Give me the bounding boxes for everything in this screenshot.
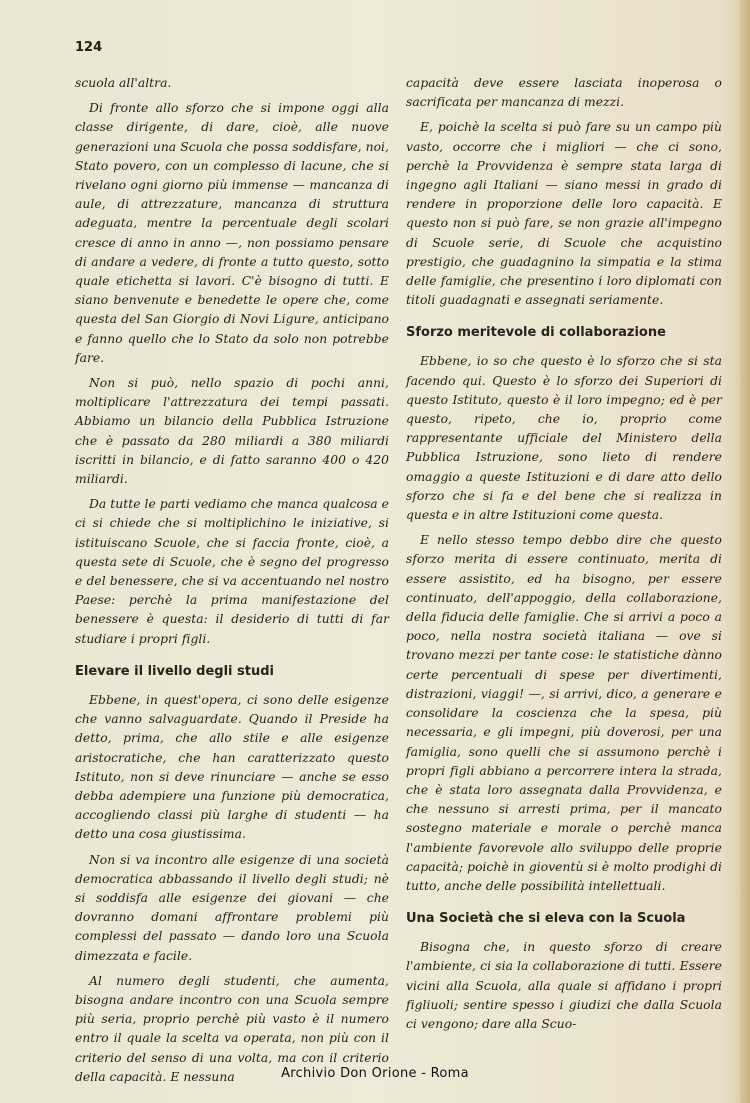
section-heading: Sforzo meritevole di collaborazione xyxy=(406,325,666,341)
paragraph: Ebbene, io so che questo è lo sforzo che si sta facendo qui. Questo è lo sforzo dei Superiori di questo Istituto, questo è il loro impegno; ed è per questo, ripeto, che io, proprio come rappresentante ufficiale del Ministero della Pubblica Istruzione, sono lieto di rendere omaggio a queste Istituzioni e di dare atto dello sforzo che si fa e del bene che si realizza in questa e in altre Istituzioni come questa. xyxy=(406,354,722,523)
section-heading: Una Società che si eleva con la Scuola xyxy=(406,911,686,927)
right-column xyxy=(406,74,722,1040)
paragraph: scuola all'altra. xyxy=(75,76,172,90)
section-heading: Elevare il livello degli studi xyxy=(75,663,274,679)
left-column xyxy=(75,74,389,1093)
paragraph: Da tutte le parti vediamo che manca qualcosa e ci si chiede che si moltiplichino le iniziative, si istituiscano Scuole, che si faccia fronte, cioè, a questa sete di Scuole, che è segno del progresso e del benessere, che si va accentuando nel nostro Paese: perchè la prima manifestazione del benessere è questa: il desiderio di tutti di far studiare i propri figli. xyxy=(75,497,389,646)
paragraph: E nello stesso tempo debbo dire che questo sforzo merita di essere continuato, merita di essere assistito, ed ha bisogno, per essere continuato, dell'appoggio, della collaborazione, della fiducia delle famiglie. Che si arrivi a poco a poco, nella nostra società italiana — ove si trovano mezzi per tante cose: le statistiche dànno certe percentuali di spese per divertimenti, distrazioni, viaggi! —, si arrivi, dico, a generare e consolidare la coscienza che la spesa, più necessaria, e gli impegni, più doverosi, per una famiglia, sono quelli che si assumono perchè i propri figli abbiano a percorrere intera la strada, che è stata loro assegnata dalla Provvidenza, e che nessuno si arresti prima, per il mancato sostegno materiale e morale o perchè manca l'ambiente favorevole allo sviluppo delle proprie capacità; poichè in gioventù si è molto prodighi di tutto, anche delle possibilità intellettuali. xyxy=(406,533,722,893)
paragraph: Al numero degli studenti, che aumenta, bisogna andare incontro con una Scuola sempre più seria, proprio perchè più vasto è il numero entro il quale la scelta va operata, non più con il criterio del senso di una volta, ma con il criterio della capacità. E nessuna xyxy=(75,973,389,1084)
paragraph: Bisogna che, in questo sforzo di creare l'ambiente, ci sia la collaborazione di tutti. Essere vicini alla Scuola, alla quale si affidano i propri figliuoli; sentire spesso i giudizi che dalla Scuola ci vengono; dare alla Scuo- xyxy=(406,940,722,1031)
archive-footer: Archivio Don Orione - Roma xyxy=(281,1066,469,1081)
page-number: 124 xyxy=(75,40,103,55)
paragraph: Ebbene, in quest'opera, ci sono delle esigenze che vanno salvaguardate. Quando il Preside ha detto, prima, che allo stile e alle esigenze aristocratiche, che han caratterizzato questo Istituto, non si deve rinunciare — anche se esso debba adempiere una funzione più democratica, accogliendo classi più larghe di studenti — ha detto una cosa giustissima. xyxy=(75,692,389,842)
paragraph: Di fronte allo sforzo che si impone oggi alla classe dirigente, di dare, cioè, alle nuove generazioni una Scuola che possa soddisfare, noi, Stato povero, con un complesso di lacune, che si rivelano ogni giorno più immense — mancanza di aule, di attrezzature, mancanza di struttura adeguata, mentre la percentuale degli scolari cresce di anno in anno —, non possiamo pensare di andare a vedere, di fronte a tutto questo, sotto quale etichetta si lavori. C'è bisogno di tutti. E siano benvenute e benedette le opere che, come questa del San Giorgio di Novi Ligure, anticipano e fanno quello che lo Stato da solo non potrebbe fare. xyxy=(75,101,389,365)
paragraph: Non si può, nello spazio di pochi anni, moltiplicare l'attrezzatura dei tempi passati. Abbiamo un bilancio della Pubblica Istruzione che è passato da 280 miliardi a 380 miliardi iscritti in bilancio, e di fatto saranno 400 o 420 miliardi. xyxy=(75,376,389,487)
page-edge xyxy=(740,0,750,1103)
paragraph: Non si va incontro alle esigenze di una società democratica abbassando il livello degli studi; nè si soddisfa alle esigenze dei giovani — che dovranno domani affrontare problemi più complessi del passato — dando loro una Scuola dimezzata e facile. xyxy=(75,852,389,963)
paragraph: capacità deve essere lasciata inoperosa o sacrificata per mancanza di mezzi. xyxy=(406,76,722,110)
paragraph: E, poichè la scelta si può fare su un campo più vasto, occorre che i migliori — che ci sono, perchè la Provvidenza è sempre stata larga di ingegno agli Italiani — siano messi in grado di rendere in proporzione delle loro capacità. E questo non si può fare, se non grazie all'impegno di Scuole serie, di Scuole che acquistino prestigio, che guadagnino la simpatia e la stima delle famiglie, che presentino i loro diplomati con titoli guadagnati e assegnati seriamente. xyxy=(406,120,722,308)
